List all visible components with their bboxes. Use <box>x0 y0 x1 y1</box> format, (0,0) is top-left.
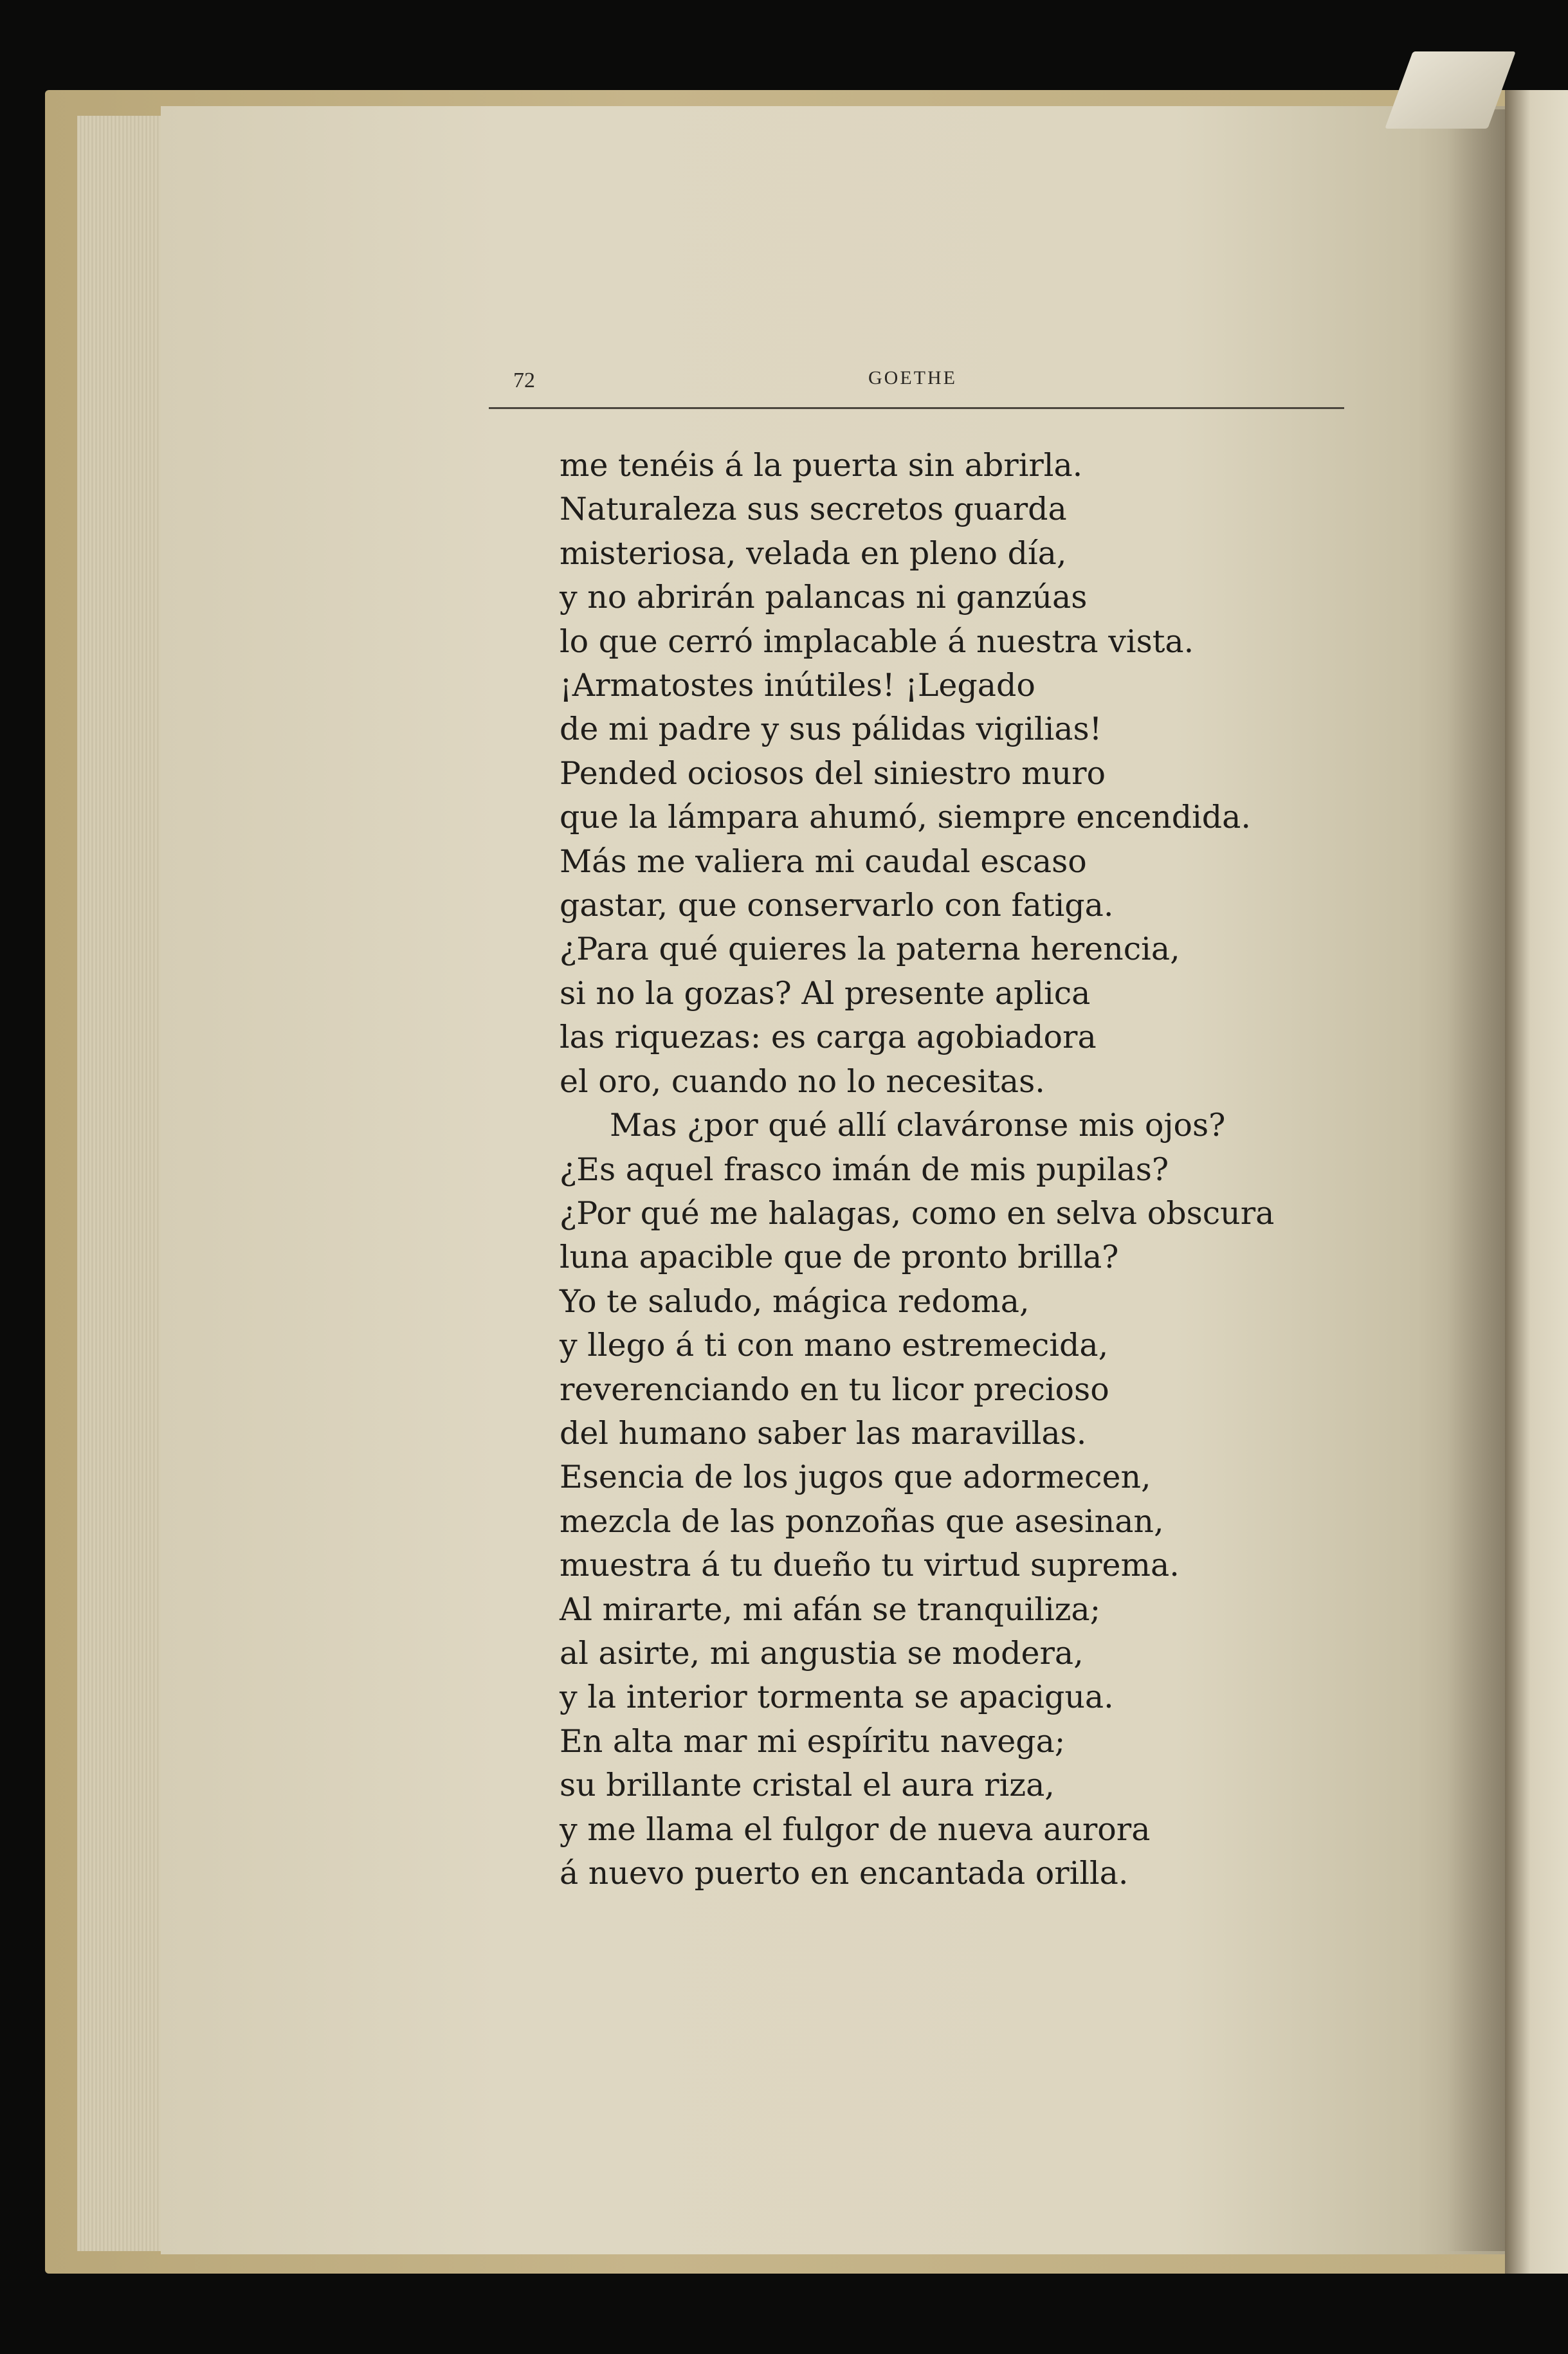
verse-line: Naturaleza sus secretos guarda <box>560 491 1067 528</box>
verse-line: ¡Armatostes inútiles! ¡Legado <box>560 667 1035 704</box>
verse-line: ¿Por qué me halagas, como en selva obscura <box>560 1194 1275 1232</box>
facing-page-edge <box>1505 90 1568 2274</box>
verse-line: Mas ¿por qué allí claváronse mis ojos? <box>610 1107 1226 1144</box>
verse-line: y llego á ti con mano estremecida, <box>560 1327 1109 1364</box>
verse-line: muestra á tu dueño tu virtud suprema. <box>560 1547 1180 1584</box>
verse-line: lo que cerró implacable á nuestra vista. <box>560 623 1194 660</box>
verse-line: Más me valiera mi caudal escaso <box>560 843 1087 880</box>
verse-body <box>560 444 1447 1895</box>
verse-line: su brillante cristal el aura riza, <box>560 1767 1055 1804</box>
verse-line: En alta mar mi espíritu navega; <box>560 1722 1066 1760</box>
verse-line: misteriosa, velada en pleno día, <box>560 534 1067 572</box>
page-number: 72 <box>513 369 535 392</box>
verse-line: gastar, que conservarlo con fatiga. <box>560 887 1114 924</box>
verse-line: luna apacible que de pronto brilla? <box>560 1239 1119 1276</box>
verse-line: que la lámpara ahumó, siempre encendida. <box>560 799 1251 836</box>
verse-line: si no la gozas? Al presente aplica <box>560 974 1091 1012</box>
verse-line: y me llama el fulgor de nueva aurora <box>560 1811 1151 1848</box>
verse-line: ¿Para qué quieres la paterna herencia, <box>560 931 1180 968</box>
verse-line: Yo te saludo, mágica redoma, <box>560 1282 1030 1320</box>
verse-line: de mi padre y sus pálidas vigilias! <box>560 711 1102 748</box>
verse-line: y no abrirán palancas ni ganzúas <box>560 579 1088 616</box>
verse-line: al asirte, mi angustia se modera, <box>560 1634 1084 1672</box>
verse-line: reverenciando en tu licor precioso <box>560 1371 1109 1408</box>
running-head: GOETHE <box>868 367 957 388</box>
verse-line: me tenéis á la puerta sin abrirla. <box>560 447 1083 484</box>
header-rule <box>489 407 1344 409</box>
page-header <box>489 363 1344 408</box>
verse-line: Esencia de los jugos que adormecen, <box>560 1459 1151 1496</box>
page-edges <box>77 116 174 2251</box>
verse-line: del humano saber las maravillas. <box>560 1414 1087 1452</box>
verse-line: y la interior tormenta se apacigua. <box>560 1679 1114 1716</box>
verse-line: á nuevo puerto en encantada orilla. <box>560 1855 1129 1892</box>
verse-line: el oro, cuando no lo necesitas. <box>560 1063 1045 1100</box>
verse-line: las riquezas: es carga agobiadora <box>560 1019 1097 1056</box>
verse-line: ¿Es aquel frasco imán de mis pupilas? <box>560 1151 1169 1188</box>
verse-line: Al mirarte, mi afán se tranquiliza; <box>560 1591 1101 1628</box>
verse-line: mezcla de las ponzoñas que asesinan, <box>560 1502 1164 1540</box>
verse-line: Pended ociosos del siniestro muro <box>560 754 1106 792</box>
